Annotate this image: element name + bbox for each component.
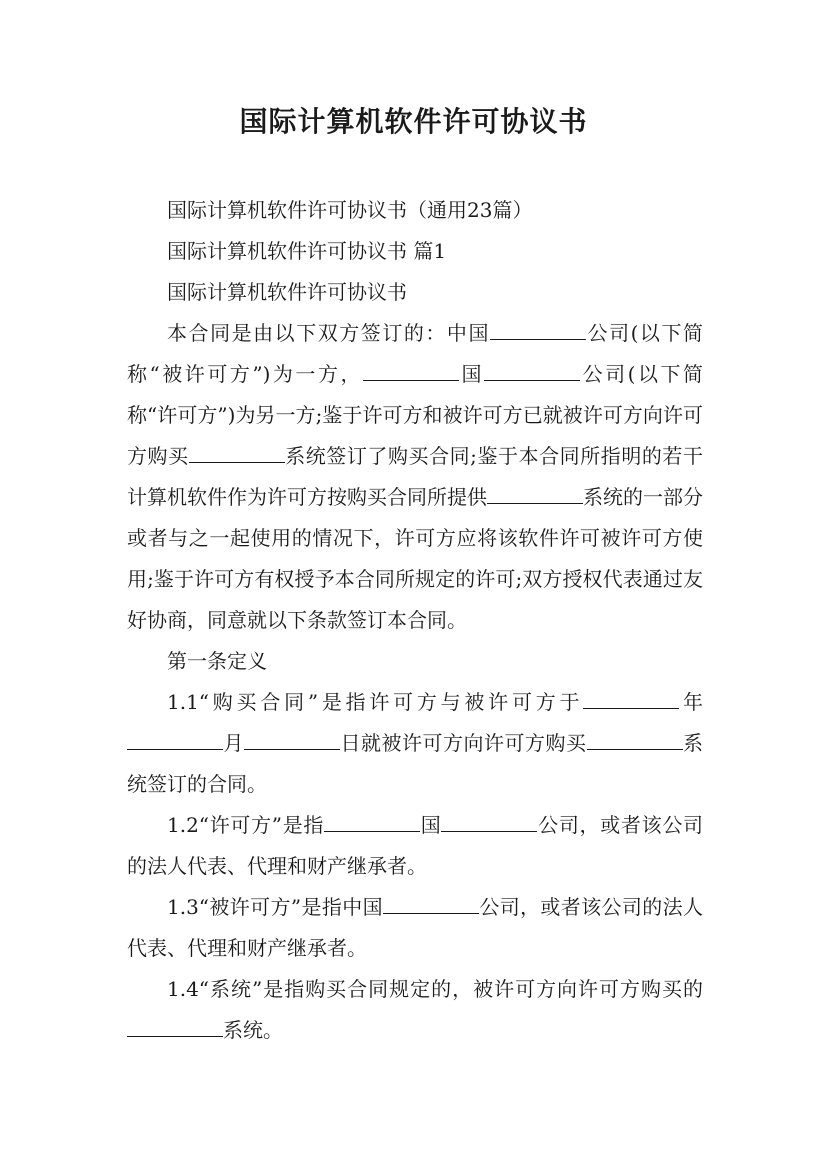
paragraph-heading-collection: 国际计算机软件许可协议书（通用23篇） [167, 198, 533, 222]
fill-blank [441, 811, 537, 832]
fill-blank [587, 729, 683, 750]
paragraph-preamble [127, 313, 703, 641]
clause-1-2-text-a: 1.2“许可方”是指 [167, 813, 325, 837]
paragraph-heading-section: 国际计算机软件许可协议书 篇1 [167, 239, 447, 263]
clause-1-2-text-c: 公司，或者该公司的法人代表、代理和财产继承者。 [127, 813, 704, 878]
fill-blank [127, 729, 223, 750]
clause-1-2-text-b: 国 [420, 813, 442, 837]
clause-1-3 [127, 887, 703, 969]
clause-1-1-text-b: 年 [679, 690, 703, 714]
fill-blank [363, 360, 459, 381]
clause-1-1 [127, 682, 703, 805]
fill-blank [487, 483, 583, 504]
paragraph-heading-subtitle: 国际计算机软件许可协议书 [167, 280, 407, 304]
preamble-text-c: 国 [459, 362, 485, 386]
clause-1-1-text-a: 1.1“购买合同”是指许可方与被许可方于 [167, 690, 584, 714]
preamble-text-f: 系统的一部分或者与之一起使用的情况下，许可方应将该软件许可被许可方使用;鉴于许可方有权授予本合同所规定的许可;双方授权代表通过友好协商，同意就以下条款签订本合同。 [127, 485, 703, 632]
preamble-text-e: 系统签订了购买合同;鉴于本合同所指明的若干计算机软件作为许可方按购买合同所提供 [127, 444, 703, 509]
clause-1-4-text-a: 1.4“系统”是指购买合同规定的，被许可方向许可方购买的 [167, 977, 703, 1001]
article-one-heading: 第一条定义 [167, 649, 267, 673]
fill-blank [127, 1016, 223, 1037]
fill-blank [244, 729, 340, 750]
clause-1-1-text-c: 月 [223, 731, 244, 755]
clause-1-4-text-b: 系统。 [223, 1018, 283, 1042]
clause-1-1-text-d: 日就被许可方向许可方购买 [340, 731, 587, 755]
clause-1-1-text-e: 系统签订的合同。 [127, 731, 703, 796]
fill-blank [189, 442, 285, 463]
document-title: 国际计算机软件许可协议书 [239, 105, 588, 138]
fill-blank [583, 688, 679, 709]
fill-blank [490, 319, 586, 340]
clause-1-4 [127, 969, 703, 1051]
preamble-text-a: 本合同是由以下双方签订的：中国 [167, 321, 490, 345]
clause-1-2 [127, 805, 703, 887]
fill-blank [324, 811, 420, 832]
document-body [127, 190, 703, 1051]
preamble-text-b: 公司(以下简称“被许可方”)为一方， [127, 321, 703, 386]
fill-blank [484, 360, 580, 381]
fill-blank [383, 893, 479, 914]
clause-1-3-text-a: 1.3“被许可方”是指中国 [167, 895, 383, 919]
clause-1-3-text-b: 公司，或者该公司的法人代表、代理和财产继承者。 [127, 895, 704, 960]
preamble-text-d: 公司(以下简称“许可方”)为另一方;鉴于许可方和被许可方已就被许可方向许可方购买 [127, 362, 703, 468]
